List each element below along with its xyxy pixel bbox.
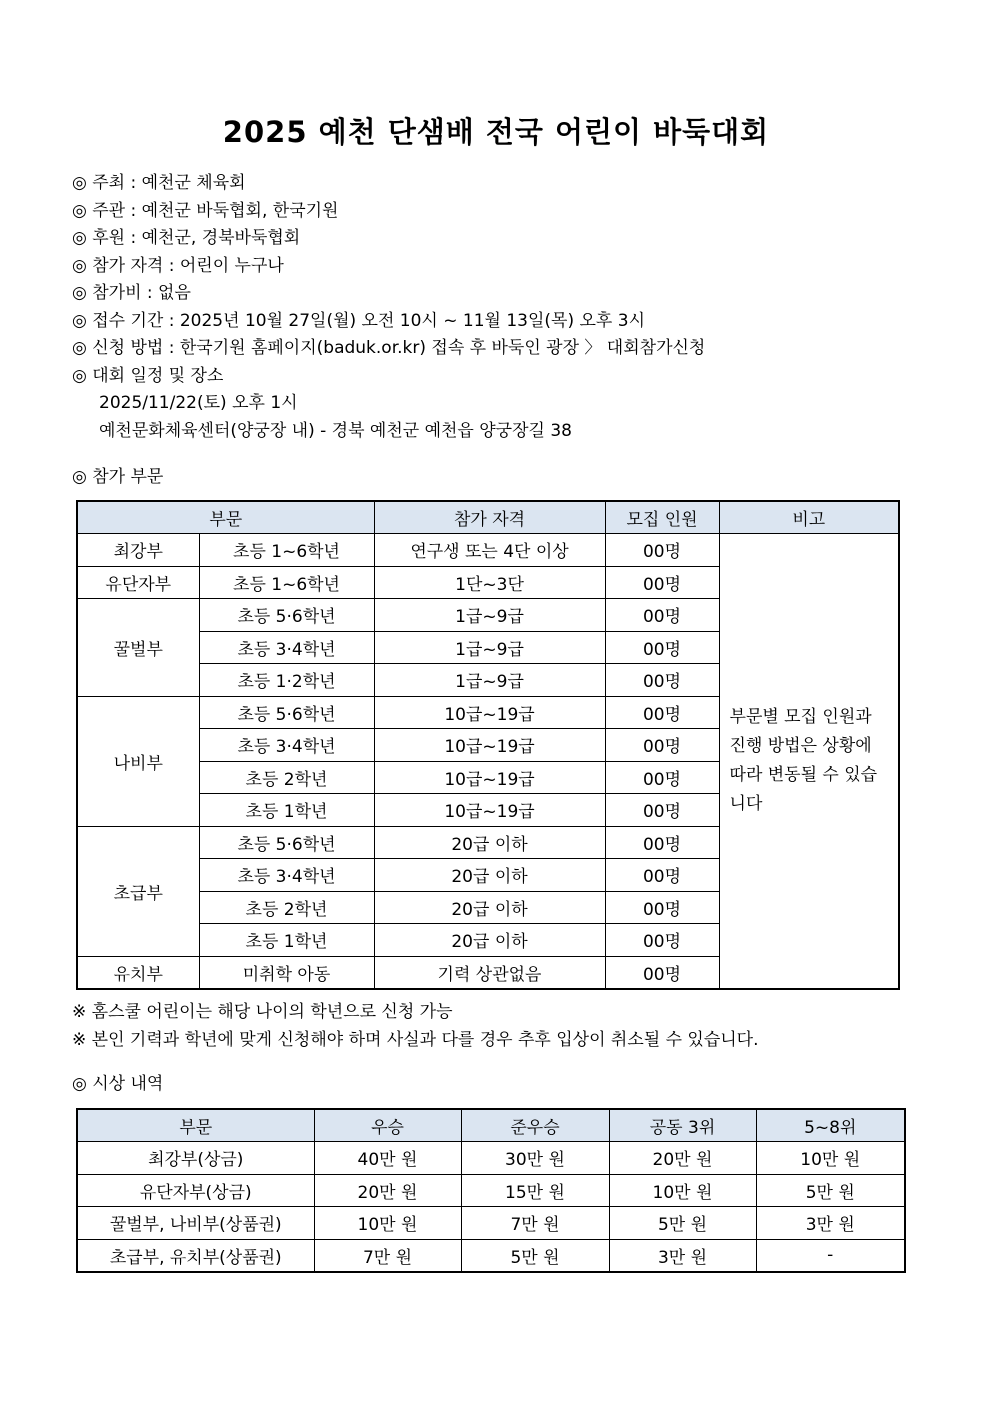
eligibility-cell: 20급 이하: [374, 891, 605, 924]
division-group: 초급부: [77, 826, 199, 956]
divisions-table: [76, 500, 900, 990]
prize-cell: 30만 원: [461, 1142, 609, 1175]
prize-header-second: 준우승: [461, 1109, 609, 1142]
prize-cell: 20만 원: [609, 1142, 756, 1175]
table-row: [77, 1207, 905, 1240]
prize-cell: 3만 원: [756, 1207, 905, 1240]
prize-cell: 40만 원: [314, 1142, 461, 1175]
prize-cell: 15만 원: [461, 1174, 609, 1207]
division-group: 유단자부: [77, 566, 199, 599]
prize-cell: 10만 원: [609, 1174, 756, 1207]
prize-table: [76, 1108, 906, 1273]
quota-cell: 00명: [605, 794, 719, 827]
header-eligibility: 참가 자격: [374, 501, 605, 534]
table-row: [77, 1239, 905, 1272]
prize-cell: 5만 원: [609, 1207, 756, 1240]
eligibility-cell: 10급~19급: [374, 696, 605, 729]
division-group: 최강부: [77, 534, 199, 567]
quota-cell: 00명: [605, 924, 719, 957]
schedule-venue: 예천문화체육센터(양궁장 내) - 경북 예천군 예천읍 양궁장길 38: [99, 420, 572, 441]
table-row: [77, 534, 899, 567]
info-list: [72, 170, 932, 445]
eligibility-cell: 연구생 또는 4단 이상: [374, 534, 605, 567]
info-schedule-heading: ◎ 대회 일정 및 장소: [72, 365, 224, 386]
prize-division-cell: 최강부(상금): [77, 1142, 314, 1175]
grade-cell: 초등 1~6학년: [199, 534, 374, 567]
grade-cell: 초등 5·6학년: [199, 826, 374, 859]
eligibility-cell: 기력 상관없음: [374, 956, 605, 989]
prize-cell: 10만 원: [756, 1142, 905, 1175]
eligibility-cell: 1단~3단: [374, 566, 605, 599]
eligibility-cell: 10급~19급: [374, 761, 605, 794]
division-group: 유치부: [77, 956, 199, 989]
info-sponsor: ◎ 후원 : 예천군, 경북바둑협회: [72, 228, 301, 248]
prize-cell: 5만 원: [461, 1239, 609, 1272]
header-quota: 모집 인원: [605, 501, 719, 534]
info-host: ◎ 주최 : 예천군 체육회: [72, 173, 246, 193]
footnote-accuracy: ※ 본인 기력과 학년에 맞게 신청해야 하며 사실과 다를 경우 추후 입상이 취소될 수 있습니다.: [72, 1030, 759, 1050]
quota-cell: 00명: [605, 859, 719, 892]
prize-cell: 7만 원: [461, 1207, 609, 1240]
grade-cell: 미취학 아동: [199, 956, 374, 989]
eligibility-cell: 1급~9급: [374, 664, 605, 697]
quota-cell: 00명: [605, 534, 719, 567]
grade-cell: 초등 1학년: [199, 794, 374, 827]
remarks-note: 부문별 모집 인원과 진행 방법은 상황에 따라 변동될 수 있습니다: [719, 534, 899, 989]
prize-heading: ◎ 시상 내역: [72, 1074, 164, 1094]
grade-cell: 초등 5·6학년: [199, 599, 374, 632]
info-organizer: ◎ 주관 : 예천군 바둑협회, 한국기원: [72, 200, 339, 221]
prize-header-first: 우승: [314, 1109, 461, 1142]
prize-cell: -: [756, 1239, 905, 1272]
quota-cell: 00명: [605, 696, 719, 729]
divisions-heading: ◎ 참가 부문: [72, 467, 164, 487]
schedule-date: 2025/11/22(토) 오후 1시: [99, 393, 298, 413]
info-fee: ◎ 참가비 : 없음: [72, 283, 191, 303]
info-application-method: ◎ 신청 방법 : 한국기원 홈페이지(baduk.or.kr) 접속 후 바둑인 광장 〉 대회참가신청: [72, 338, 706, 358]
quota-cell: 00명: [605, 826, 719, 859]
prize-division-cell: 꿀벌부, 나비부(상품권): [77, 1207, 314, 1240]
eligibility-cell: 10급~19급: [374, 794, 605, 827]
prize-cell: 10만 원: [314, 1207, 461, 1240]
prize-header-division: 부문: [77, 1109, 314, 1142]
table-row: [77, 1142, 905, 1175]
header-division: 부문: [77, 501, 374, 534]
grade-cell: 초등 1·2학년: [199, 664, 374, 697]
prize-header-third: 공동 3위: [609, 1109, 756, 1142]
quota-cell: 00명: [605, 891, 719, 924]
eligibility-cell: 10급~19급: [374, 729, 605, 762]
quota-cell: 00명: [605, 956, 719, 989]
grade-cell: 초등 2학년: [199, 891, 374, 924]
page-title: 2025 예천 단샘배 전국 어린이 바둑대회: [222, 115, 770, 149]
eligibility-cell: 20급 이하: [374, 924, 605, 957]
footnote-homeschool: ※ 홈스쿨 어린이는 해당 나이의 학년으로 신청 가능: [72, 1002, 453, 1022]
eligibility-cell: 1급~9급: [374, 599, 605, 632]
grade-cell: 초등 2학년: [199, 761, 374, 794]
quota-cell: 00명: [605, 664, 719, 697]
eligibility-cell: 20급 이하: [374, 826, 605, 859]
divisions-header-row: [77, 501, 899, 534]
quota-cell: 00명: [605, 566, 719, 599]
grade-cell: 초등 1~6학년: [199, 566, 374, 599]
grade-cell: 초등 1학년: [199, 924, 374, 957]
footnotes: [72, 998, 952, 1054]
header-remarks: 비고: [719, 501, 899, 534]
grade-cell: 초등 3·4학년: [199, 859, 374, 892]
prize-division-cell: 유단자부(상금): [77, 1174, 314, 1207]
info-registration-period: ◎ 접수 기간 : 2025년 10월 27일(월) 오전 10시 ~ 11월 13일(목) 오후 3시: [72, 310, 645, 331]
quota-cell: 00명: [605, 729, 719, 762]
prize-cell: 7만 원: [314, 1239, 461, 1272]
eligibility-cell: 1급~9급: [374, 631, 605, 664]
prize-cell: 20만 원: [314, 1174, 461, 1207]
grade-cell: 초등 5·6학년: [199, 696, 374, 729]
grade-cell: 초등 3·4학년: [199, 729, 374, 762]
prize-header-row: [77, 1109, 905, 1142]
quota-cell: 00명: [605, 761, 719, 794]
table-row: [77, 1174, 905, 1207]
prize-header-fifth-eighth: 5~8위: [756, 1109, 905, 1142]
info-eligibility: ◎ 참가 자격 : 어린이 누구나: [72, 255, 284, 276]
grade-cell: 초등 3·4학년: [199, 631, 374, 664]
division-group: 꿀벌부: [77, 599, 199, 697]
quota-cell: 00명: [605, 631, 719, 664]
quota-cell: 00명: [605, 599, 719, 632]
prize-cell: 5만 원: [756, 1174, 905, 1207]
prize-cell: 3만 원: [609, 1239, 756, 1272]
division-group: 나비부: [77, 696, 199, 826]
prize-division-cell: 초급부, 유치부(상품권): [77, 1239, 314, 1272]
eligibility-cell: 20급 이하: [374, 859, 605, 892]
